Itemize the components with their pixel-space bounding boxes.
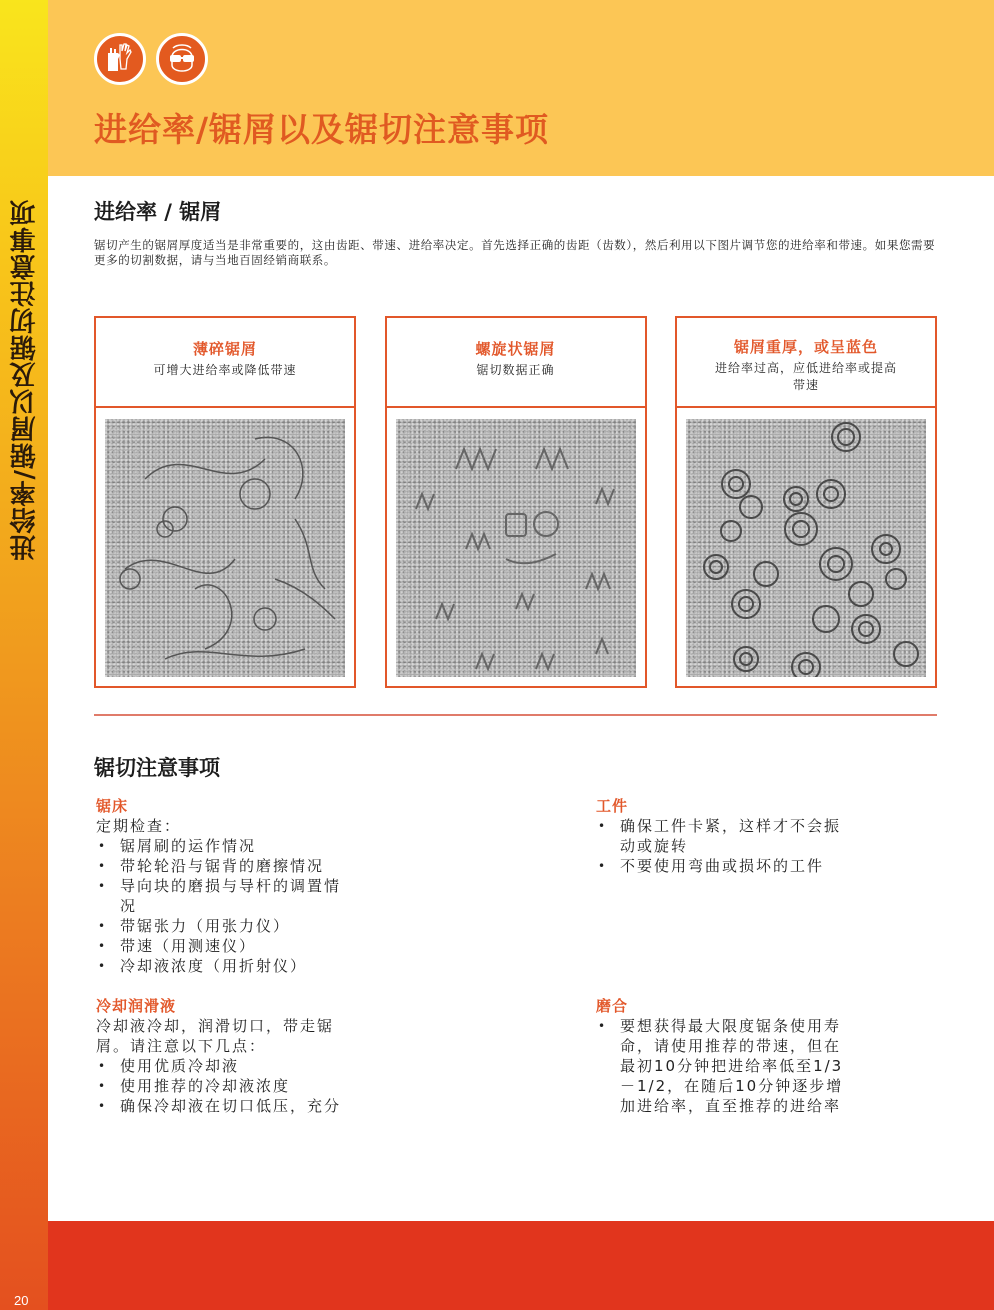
chip-cards <box>94 316 937 688</box>
machine-title: 锯床 <box>96 797 129 815</box>
card-header <box>677 318 935 408</box>
card-description: 进给率过高，应低进给率或提高带速 <box>714 361 897 392</box>
list-item: • 不要使用弯曲或损坏的工件 <box>596 856 856 876</box>
coolant-block <box>96 996 346 1116</box>
feed-rate-title: 进给率 / 锯屑 <box>94 200 222 224</box>
card-description: 锯切数据正确 <box>476 363 555 377</box>
coolant-list <box>96 1056 346 1116</box>
list-item: • 要想获得最大限度锯条使用寿命，请使用推荐的带速，但在最初10分钟把进给率低至1/3－1/2，在随后10分钟逐步增加进给率，直至推荐的进给率 <box>596 1016 856 1116</box>
sidebar-vertical-title <box>0 172 48 588</box>
thin-fragmented-chips-photo <box>105 419 345 677</box>
workpiece-list <box>596 816 856 876</box>
machine-block <box>96 796 346 976</box>
sawing-tips-title: 锯切注意事项 <box>94 756 220 780</box>
list-item: • 带锯张力（用张力仪） <box>96 916 346 936</box>
list-item: • 确保冷却液在切口低压，充分 <box>96 1096 346 1116</box>
break-in-block <box>596 996 856 1116</box>
machine-checklist <box>96 836 346 976</box>
list-item: • 锯屑刷的运作情况 <box>96 836 346 856</box>
chip-card-thick <box>675 316 937 688</box>
chip-card-spiral <box>385 316 647 688</box>
list-item: • 使用推荐的冷却液浓度 <box>96 1076 346 1096</box>
card-description: 可增大进给率或降低带速 <box>153 363 297 377</box>
machine-lead: 定期检查： <box>96 817 182 835</box>
list-item: • 确保工件卡紧，这样才不会振动或旋转 <box>596 816 856 856</box>
page-title: 进给率/锯屑以及锯切注意事项 <box>94 110 550 149</box>
card-title: 锯屑重厚，或呈蓝色 <box>733 338 878 356</box>
workpiece-title: 工件 <box>596 797 629 815</box>
section-divider <box>94 714 937 716</box>
footer-band <box>48 1221 994 1310</box>
protective-gloves-icon <box>94 33 146 85</box>
coolant-lead: 冷却液冷却，润滑切口，带走锯屑。请注意以下几点： <box>96 1017 335 1055</box>
list-item: • 冷却液浓度（用折射仪） <box>96 956 346 976</box>
card-header <box>96 318 354 408</box>
list-item: • 导向块的磨损与导杆的调置情况 <box>96 876 346 916</box>
thick-blue-chips-photo <box>686 419 926 677</box>
safety-icons <box>94 33 208 85</box>
list-item: • 使用优质冷却液 <box>96 1056 346 1076</box>
break-in-list <box>596 1016 856 1116</box>
coolant-title: 冷却润滑液 <box>96 997 177 1015</box>
sidebar-band <box>0 0 48 1310</box>
feed-rate-section <box>94 196 937 268</box>
card-title: 螺旋状锯屑 <box>475 340 556 358</box>
card-header <box>387 318 645 408</box>
feed-rate-intro: 锯切产生的锯屑厚度适当是非常重要的，这由齿距、带速、进给率决定。首先选择正确的齿距（齿数），然后利用以下图片调节您的进给率和带速。如果您需要更多的切割数据，请与当地百固经销商联系。 <box>94 238 936 267</box>
page-header <box>48 0 994 176</box>
list-item: • 带速（用测速仪） <box>96 936 346 956</box>
safety-goggles-icon <box>156 33 208 85</box>
page-number: 20 <box>14 1293 29 1308</box>
break-in-title: 磨合 <box>596 997 629 1015</box>
list-item: • 带轮轮沿与锯背的磨擦情况 <box>96 856 346 876</box>
sidebar-title-text: 进给率/锯屑以及锯切注意事项 <box>9 199 40 561</box>
spiral-chips-photo <box>396 419 636 677</box>
sawing-tips-heading <box>94 752 937 782</box>
chip-card-thin <box>94 316 356 688</box>
card-title: 薄碎锯屑 <box>192 340 257 358</box>
workpiece-block <box>596 796 856 876</box>
